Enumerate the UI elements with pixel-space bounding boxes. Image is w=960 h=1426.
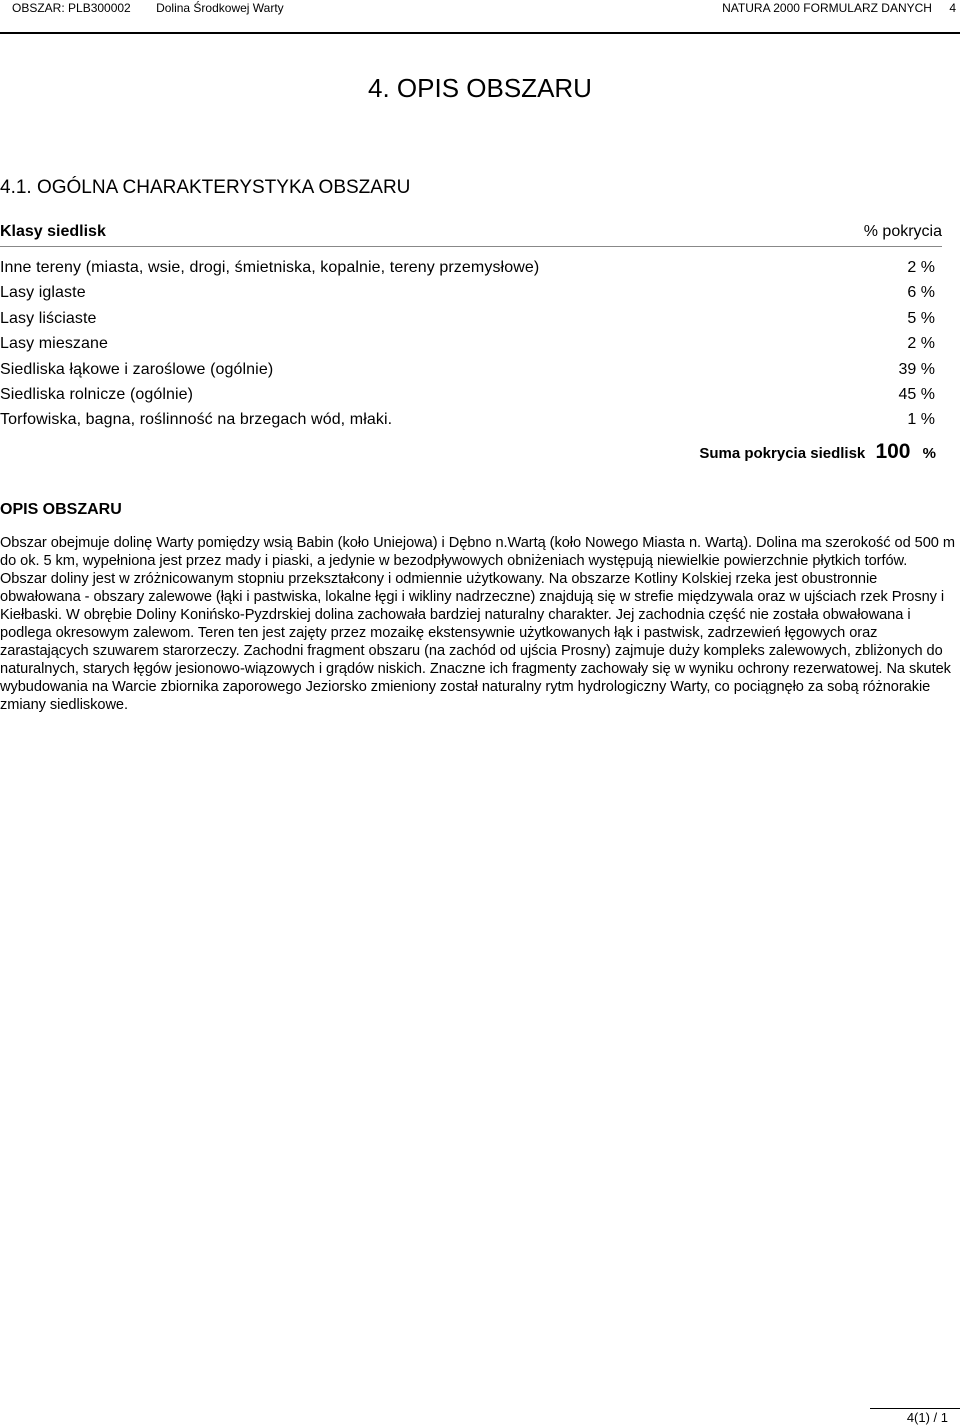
habitat-name: Siedliska rolnicze (ogólnie) bbox=[0, 385, 194, 403]
total-unit: % bbox=[922, 445, 936, 462]
header-divider bbox=[0, 246, 942, 247]
habitat-cover: 39 % bbox=[898, 360, 935, 378]
habitat-table bbox=[0, 258, 935, 436]
subsection-title: 4.1. OGÓLNA CHARAKTERYSTYKA OBSZARU bbox=[0, 177, 411, 198]
description-text: Obszar obejmuje dolinę Warty pomiędzy wsią Babin (koło Uniejowa) i Dębno n.Wartą (koło Nowego Miasta n. Wartą). Dolina ma szerokość od 500 m do ok. 5 km, wypełniona jest przez mady i piaski, a jedynie w bezodpływowych obniżeniach występują niewielkie powierzchnie płytkich torfów. Obszar doliny jest w zróżnicowanym stopniu przekształcony i odmiennie użytkowany. Na obszarze Kotliny Kolskiej rzeka jest obustronnie obwałowana - obszary zalewowe (łąki i pastwiska, lokalne łęgi i wikliny nadrzeczne) znajdują się w strefie międzywala oraz w ujściach rzek Prosny i Kiełbaski. W obrębie Doliny Konińsko-Pyzdrskiej dolina zachowała bardziej naturalny charakter. Jej zachodnia część nie została obwałowana i podlega okresowym zalewom. Teren ten jest zajęty przez mozaikę ekstensywnie użytkowanych łąk i pastwisk, zadrzewień łęgowych oraz zarastających szuwarem starorzeczy. Zachodni fragment obszaru (na zachód od ujścia Prosny) zajmuje duży kompleks zalewowych, zbliżonych do naturalnych, starych łęgów jesionowo-wiązowych i grądów niskich. Znaczne ich fragmenty zachowały się w wyniku ochrony rezerwatowej. Na skutek wybudowania na Warcie zbiornika zaporowego Jeziorsko zmieniony został naturalny rytm hydrologiczny Warty, co pociągnęło za sobą różnorakie zmiany siedliskowe. bbox=[0, 535, 955, 713]
footer-page-info: 4(1) / 1 bbox=[906, 1410, 948, 1425]
habitat-cover: 1 % bbox=[907, 411, 935, 429]
table-row bbox=[0, 385, 935, 410]
footer-rule bbox=[870, 1408, 960, 1409]
area-code: OBSZAR: PLB300002 bbox=[12, 1, 131, 15]
header-left bbox=[12, 0, 306, 16]
page-footer bbox=[870, 1408, 960, 1426]
column-header-class: Klasy siedlisk bbox=[0, 223, 106, 240]
description-title: OPIS OBSZARU bbox=[0, 501, 122, 518]
habitat-total bbox=[699, 440, 936, 466]
page-header bbox=[0, 0, 960, 34]
table-row bbox=[0, 258, 935, 283]
habitat-name: Lasy iglaste bbox=[0, 284, 86, 302]
habitat-table-header bbox=[0, 222, 942, 248]
habitat-name: Torfowiska, bagna, roślinność na brzegach wód, młaki. bbox=[0, 411, 393, 429]
habitat-cover: 45 % bbox=[898, 385, 935, 403]
habitat-cover: 2 % bbox=[907, 335, 935, 353]
habitat-name: Lasy mieszane bbox=[0, 335, 109, 353]
header-right bbox=[708, 0, 956, 16]
table-row bbox=[0, 360, 935, 385]
section-title: 4. OPIS OBSZARU bbox=[368, 73, 592, 103]
table-row bbox=[0, 410, 935, 435]
habitat-cover: 5 % bbox=[907, 309, 935, 327]
table-row bbox=[0, 334, 935, 359]
header-rule bbox=[0, 32, 960, 34]
habitat-name: Inne tereny (miasta, wsie, drogi, śmietniska, kopalnie, tereny przemysłowe) bbox=[0, 259, 540, 276]
area-name: Dolina Środkowej Warty bbox=[156, 1, 284, 15]
total-value: 100 bbox=[875, 440, 911, 463]
total-label: Suma pokrycia siedlisk bbox=[699, 445, 866, 462]
table-row bbox=[0, 283, 935, 308]
table-row bbox=[0, 309, 935, 334]
habitat-cover: 6 % bbox=[907, 284, 935, 302]
column-header-cover: % pokrycia bbox=[863, 223, 942, 240]
habitat-cover: 2 % bbox=[907, 259, 935, 276]
form-name: NATURA 2000 FORMULARZ DANYCH bbox=[722, 1, 932, 15]
habitat-name: Lasy liściaste bbox=[0, 309, 97, 327]
header-page-number: 4 bbox=[949, 1, 956, 15]
habitat-name: Siedliska łąkowe i zaroślowe (ogólnie) bbox=[0, 360, 274, 378]
